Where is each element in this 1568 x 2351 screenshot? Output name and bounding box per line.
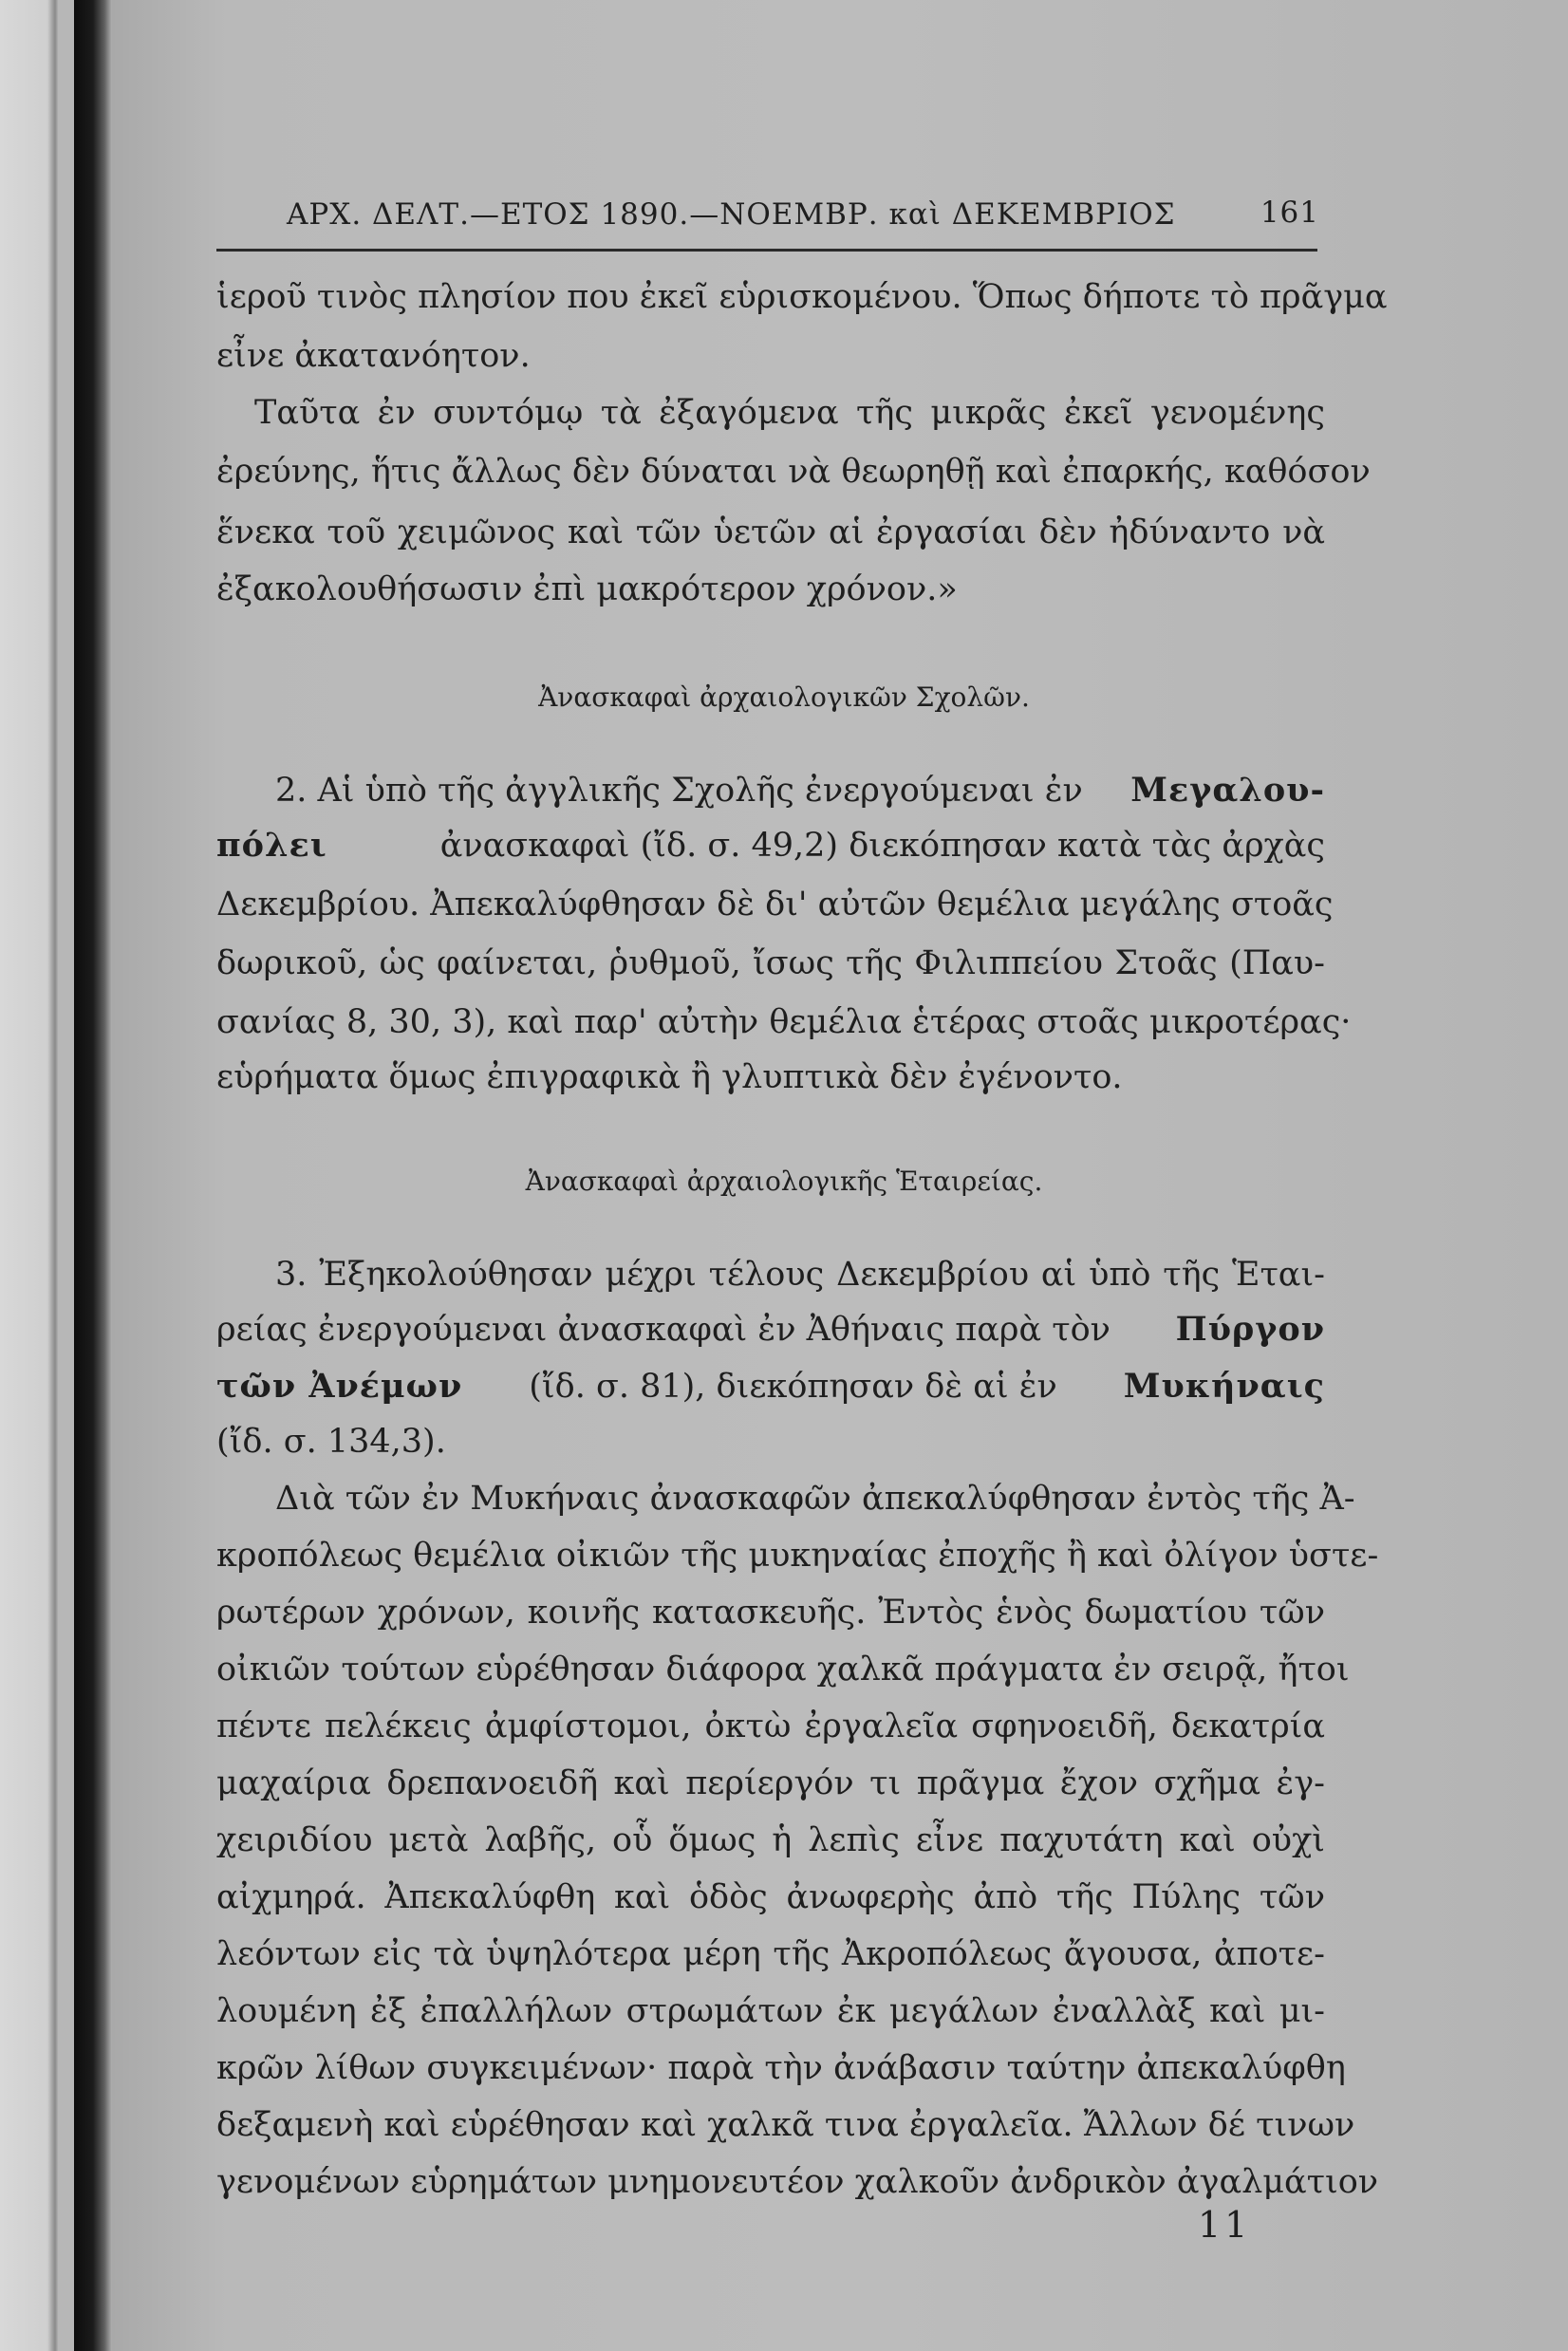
text-line: γενομένων εὑρημάτων μνημονευτέον χαλκοῦν ἀνδρικὸν ἀγαλμάτιον: [216, 2163, 1379, 2201]
place-name: πόλει: [216, 826, 327, 865]
text-line: κροπόλεως θεμέλια οἰκιῶν τῆς μυκηναίας ἐποχῆς ἢ καὶ ὀλίγον ὑστε-: [216, 1537, 1379, 1575]
text-line: ἱεροῦ τινὸς πλησίον που ἐκεῖ εὑρισκομένου. Ὅπως δήποτε τὸ πρᾶγμα: [216, 278, 1388, 316]
text-line: εὑρήματα ὅμως ἐπιγραφικὰ ἢ γλυπτικὰ δὲν ἐγένοντο.: [216, 1058, 1123, 1096]
journal-title: ΑΡΧ. ΔΕΛΤ.—ΕΤΟΣ 1890.—ΝΟΕΜΒΡ. καὶ ΔΕΚΕΜΒΡΙΟΣ: [287, 197, 1176, 232]
header-rule: [216, 249, 1317, 252]
text-span: (ἴδ. σ. 81), διεκόπησαν δὲ αἱ ἐν: [529, 1368, 1057, 1406]
text-line: εἶνε ἀκατανόητον.: [216, 337, 531, 375]
text-line: ἕνεκα τοῦ χειμῶνος καὶ τῶν ὑετῶν αἱ ἐργασίαι δὲν ἠδύναντο νὰ: [216, 513, 1325, 551]
running-header: [287, 190, 1319, 237]
text-line: αἰχμηρά. Ἀπεκαλύφθη καὶ ὁδὸς ἀνωφερὴς ἀπὸ τῆς Πύλης τῶν: [216, 1878, 1325, 1916]
text-line: Δεκεμβρίου. Ἀπεκαλύφθησαν δὲ δι' αὐτῶν θεμέλια μεγάλης στοᾶς: [216, 886, 1334, 924]
text-line: οἰκιῶν τούτων εὑρέθησαν διάφορα χαλκᾶ πράγματα ἐν σειρᾷ, ἤτοι: [216, 1651, 1350, 1689]
text-line: λουμένη ἐξ ἐπαλλήλων στρωμάτων ἐκ μεγάλων ἐναλλὰξ καὶ μι-: [216, 1992, 1325, 2030]
text-line: ἐρεύνης, ἥτις ἄλλως δὲν δύναται νὰ θεωρηθῇ καὶ ἐπαρκής, καθόσον: [216, 453, 1371, 491]
place-name: Πύργον: [1175, 1310, 1325, 1349]
text-line: [275, 767, 1325, 814]
text-span: ἀνασκαφαὶ (ἴδ. σ. 49,2) διεκόπησαν κατὰ τὰς ἀρχὰς: [439, 827, 1325, 865]
section-heading: Ἀνασκαφαὶ ἀρχαιολογικῶν Σχολῶν.: [538, 681, 1030, 713]
text-line: δωρικοῦ, ὡς φαίνεται, ῥυθμοῦ, ἴσως τῆς Φιλιππείου Στοᾶς (Παυ-: [216, 944, 1325, 982]
text-line: [216, 1363, 1325, 1410]
text-span: 2. Αἱ ὑπὸ τῆς ἀγγλικῆς Σχολῆς ἐνεργούμεναι ἐν: [275, 772, 1083, 810]
section-heading: Ἀνασκαφαὶ ἀρχαιολογικῆς Ἑταιρείας.: [525, 1166, 1043, 1197]
text-line: κρῶν λίθων συγκειμένων· παρὰ τὴν ἀνάβασιν ταύτην ἀπεκαλύφθη: [216, 2049, 1346, 2087]
text-line: μαχαίρια δρεπανοειδῆ καὶ περίεργόν τι πρᾶγμα ἔχον σχῆμα ἐγ-: [216, 1764, 1325, 1802]
text-line: λεόντων εἰς τὰ ὑψηλότερα μέρη τῆς Ἀκροπόλεως ἄγουσα, ἀποτε-: [216, 1935, 1325, 1973]
place-name: Μεγαλου-: [1130, 771, 1325, 810]
page-number: 161: [1260, 196, 1319, 230]
text-line: χειριδίου μετὰ λαβῆς, οὗ ὅμως ἡ λεπὶς εἶνε παχυτάτη καὶ οὐχὶ: [216, 1821, 1325, 1859]
place-name: Μυκήναις: [1123, 1367, 1325, 1406]
text-line: σανίας 8, 30, 3), καὶ παρ' αὐτὴν θεμέλια ἑτέρας στοᾶς μικροτέρας·: [216, 1003, 1352, 1041]
text-line: ἐξακολουθήσωσιν ἐπὶ μακρότερον χρόνον.»: [216, 570, 958, 608]
text-line: δεξαμενὴ καὶ εὑρέθησαν καὶ χαλκᾶ τινα ἐργαλεῖα. Ἄλλων δέ τινων: [216, 2106, 1355, 2144]
text-line: [216, 822, 1325, 869]
text-line: Διὰ τῶν ἐν Μυκήναις ἀνασκαφῶν ἀπεκαλύφθησαν ἐντὸς τῆς Ἀ-: [275, 1480, 1355, 1518]
signature-mark: 11: [1198, 2204, 1252, 2246]
text-span: ρείας ἐνεργούμεναι ἀνασκαφαὶ ἐν Ἀθήναις παρὰ τὸν: [216, 1311, 1111, 1349]
text-line: πέντε πελέκεις ἀμφίστομοι, ὀκτὼ ἐργαλεῖα σφηνοειδῆ, δεκατρία: [216, 1707, 1325, 1745]
text-line: (ἴδ. σ. 134,3).: [216, 1423, 446, 1461]
place-name: τῶν Ἀνέμων: [216, 1367, 463, 1406]
text-line: 3. Ἐξηκολούθησαν μέχρι τέλους Δεκεμβρίου αἱ ὑπὸ τῆς Ἑται-: [275, 1256, 1325, 1294]
text-line: [216, 1306, 1325, 1353]
text-line: Ταῦτα ἐν συντόμῳ τὰ ἐξαγόμενα τῆς μικρᾶς ἐκεῖ γενομένης: [254, 394, 1325, 432]
text-line: ρωτέρων χρόνων, κοινῆς κατασκευῆς. Ἐντὸς ἑνὸς δωματίου τῶν: [216, 1594, 1325, 1632]
